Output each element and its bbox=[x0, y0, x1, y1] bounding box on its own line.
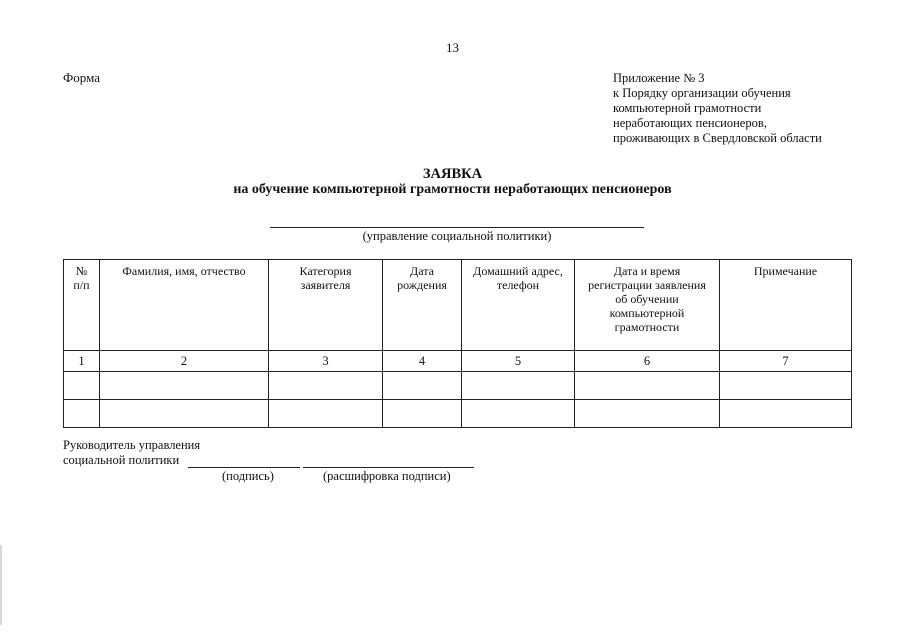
form-label: Форма bbox=[63, 70, 100, 85]
appendix-line: Приложение № 3 bbox=[613, 71, 705, 85]
header-label: № п/п bbox=[73, 264, 90, 292]
header-label: Примечание bbox=[753, 264, 818, 278]
table-cell[interactable] bbox=[575, 400, 720, 428]
table-cell[interactable] bbox=[64, 372, 100, 400]
table-cell[interactable] bbox=[462, 400, 575, 428]
col-header-address bbox=[462, 260, 575, 351]
header-label: Домашний адрес, телефон bbox=[473, 264, 563, 292]
scan-edge-mark bbox=[0, 545, 2, 625]
column-number: 1 bbox=[64, 351, 100, 372]
header-label: Дата и время регистрации заявления об обучении компьютерной грамотности bbox=[588, 264, 706, 334]
col-header-birth-date bbox=[383, 260, 462, 351]
table-cell[interactable] bbox=[100, 400, 269, 428]
signature-title-line1: Руководитель управления bbox=[63, 438, 201, 452]
table-cell[interactable] bbox=[462, 372, 575, 400]
column-number: 7 bbox=[720, 351, 852, 372]
column-number: 4 bbox=[383, 351, 462, 372]
table-row bbox=[64, 400, 852, 428]
signature-transcript-fill-line[interactable] bbox=[303, 467, 474, 468]
appendix-line: компьютерной грамотности bbox=[613, 101, 762, 115]
signature-title-line2: социальной политики bbox=[63, 453, 180, 467]
col-header-note bbox=[720, 260, 852, 351]
column-number: 3 bbox=[269, 351, 383, 372]
col-header-full-name bbox=[100, 260, 269, 351]
signature-block bbox=[63, 438, 200, 468]
column-number: 6 bbox=[575, 351, 720, 372]
column-number: 5 bbox=[462, 351, 575, 372]
appendix-block bbox=[613, 71, 822, 146]
table-cell[interactable] bbox=[100, 372, 269, 400]
table-header-row bbox=[64, 260, 852, 351]
table-cell[interactable] bbox=[269, 400, 383, 428]
table-cell[interactable] bbox=[720, 372, 852, 400]
document-title: ЗАЯВКА bbox=[422, 166, 483, 182]
table-row bbox=[64, 372, 852, 400]
table-cell[interactable] bbox=[383, 400, 462, 428]
table-cell[interactable] bbox=[575, 372, 720, 400]
signature-caption: (подпись) bbox=[222, 469, 274, 483]
signature-transcript-caption: (расшифровка подписи) bbox=[323, 469, 451, 483]
header-label: Дата рождения bbox=[397, 264, 447, 292]
table-cell[interactable] bbox=[64, 400, 100, 428]
header-label: Категория заявителя bbox=[299, 264, 352, 292]
department-caption: (управление социальной политики) bbox=[362, 229, 552, 243]
signature-fill-line[interactable] bbox=[188, 467, 300, 468]
table-number-row bbox=[64, 351, 852, 372]
col-header-registration bbox=[575, 260, 720, 351]
col-header-category bbox=[269, 260, 383, 351]
appendix-line: к Порядку организации обучения bbox=[613, 86, 791, 100]
request-table bbox=[63, 259, 852, 428]
document-subtitle: на обучение компьютерной грамотности неработающих пенсионеров bbox=[233, 182, 672, 197]
appendix-line: проживающих в Свердловской области bbox=[613, 131, 822, 145]
col-header-number bbox=[64, 260, 100, 351]
table-cell[interactable] bbox=[269, 372, 383, 400]
department-fill-line[interactable] bbox=[270, 227, 644, 228]
page-number: 13 bbox=[446, 40, 459, 55]
table-cell[interactable] bbox=[383, 372, 462, 400]
table-cell[interactable] bbox=[720, 400, 852, 428]
column-number: 2 bbox=[100, 351, 269, 372]
header-label: Фамилия, имя, отчество bbox=[122, 264, 246, 278]
appendix-line: неработающих пенсионеров, bbox=[613, 116, 767, 130]
